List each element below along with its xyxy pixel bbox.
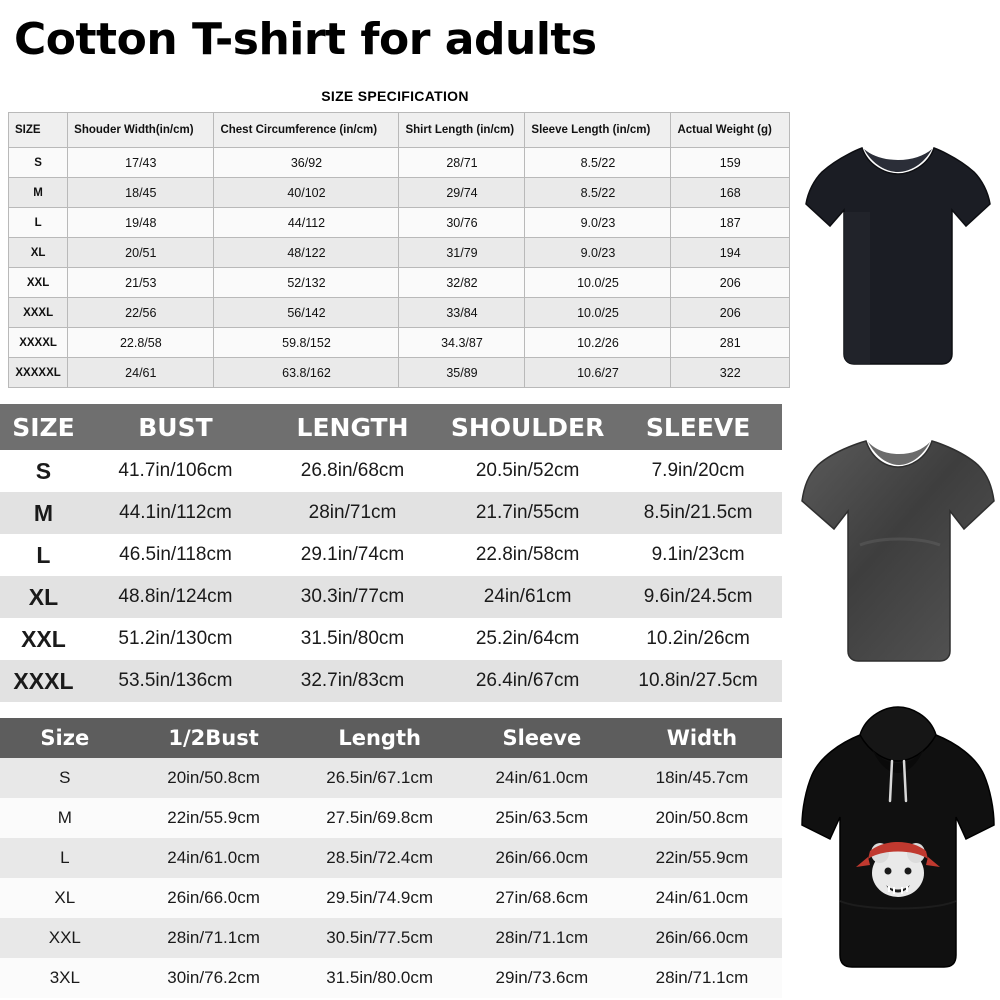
washed-grey-tshirt-photo <box>800 425 996 675</box>
cell-shoulder: 20.5in/52cm <box>475 460 580 481</box>
cell-sleeve: 29in/73.6cm <box>495 968 589 987</box>
cell-length: 30.5in/77.5cm <box>326 928 434 947</box>
col-header-size: Size <box>0 718 130 758</box>
cell-size: S <box>59 768 71 787</box>
table-row <box>9 298 790 328</box>
cell-weight: 168 <box>671 178 790 208</box>
cell-sleeve: 26in/66.0cm <box>495 848 589 867</box>
black-hoodie-photo <box>800 705 996 985</box>
table-row <box>9 358 790 388</box>
col-header-sleeve: SLEEVE <box>614 404 782 450</box>
table-row <box>0 492 782 534</box>
col-header-size: SIZE <box>9 113 68 148</box>
cell-weight: 159 <box>671 148 790 178</box>
table-row <box>0 878 782 918</box>
cell-sleeve: 10.0/25 <box>525 268 671 298</box>
cell-shoulder: 21.7in/55cm <box>475 502 580 523</box>
cell-sleeve: 10.2in/26cm <box>646 628 750 649</box>
col-header-shoulder-width: Shouder Width(in/cm) <box>68 113 214 148</box>
cell-length: 28/71 <box>399 148 525 178</box>
col-header-actual-weight: Actual Weight (g) <box>671 113 790 148</box>
cell-shoulder: 24/61 <box>68 358 214 388</box>
table-row <box>0 838 782 878</box>
black-tshirt-photo <box>800 130 996 380</box>
cell-size: M <box>33 499 54 526</box>
cell-bust: 51.2in/130cm <box>118 628 233 649</box>
cell-shoulder: 22.8in/58cm <box>475 544 580 565</box>
cell-size: L <box>9 208 68 238</box>
cell-chest: 52/132 <box>214 268 399 298</box>
table-row <box>0 534 782 576</box>
cell-chest: 40/102 <box>214 178 399 208</box>
cell-bust: 44.1in/112cm <box>119 502 232 523</box>
cell-shoulder: 22/56 <box>68 298 214 328</box>
cell-sleeve: 10.2/26 <box>525 328 671 358</box>
cell-length: 27.5in/69.8cm <box>326 808 434 827</box>
cell-shoulder: 17/43 <box>68 148 214 178</box>
cell-sleeve: 25in/63.5cm <box>495 808 589 827</box>
table-row <box>9 328 790 358</box>
cell-bust: 53.5in/136cm <box>118 670 233 691</box>
cell-sleeve: 9.0/23 <box>525 208 671 238</box>
col-header-sleeve: Sleeve <box>462 718 622 758</box>
cell-shoulder: 20/51 <box>68 238 214 268</box>
table-row <box>0 918 782 958</box>
cell-size: M <box>57 808 72 827</box>
cell-length: 33/84 <box>399 298 525 328</box>
cell-size: XL <box>28 583 59 610</box>
table-row <box>0 798 782 838</box>
cell-chest: 63.8/162 <box>214 358 399 388</box>
cell-shoulder: 19/48 <box>68 208 214 238</box>
cell-length: 30.3in/77cm <box>300 586 405 607</box>
cell-sleeve: 28in/71.1cm <box>495 928 589 947</box>
cell-length: 31/79 <box>399 238 525 268</box>
cell-sleeve: 10.0/25 <box>525 298 671 328</box>
cell-length: 26.8in/68cm <box>300 460 405 481</box>
cell-width: 18in/45.7cm <box>655 768 749 787</box>
table-body <box>0 758 782 998</box>
cell-width: 28in/71.1cm <box>655 968 749 987</box>
col-header-bust: BUST <box>87 404 264 450</box>
cell-length: 32/82 <box>399 268 525 298</box>
cell-length: 32.7in/83cm <box>300 670 405 691</box>
cell-shoulder: 24in/61cm <box>483 586 572 607</box>
cell-length: 28in/71cm <box>308 502 397 523</box>
hoodie-size-table <box>0 718 782 998</box>
cell-half-bust: 22in/55.9cm <box>167 808 260 827</box>
cell-width: 24in/61.0cm <box>655 888 749 907</box>
table-row <box>9 238 790 268</box>
table-row <box>0 576 782 618</box>
cell-length: 35/89 <box>399 358 525 388</box>
cell-sleeve: 9.0/23 <box>525 238 671 268</box>
cell-size: S <box>9 148 68 178</box>
cell-sleeve: 9.6in/24.5cm <box>643 586 753 607</box>
cell-size: XXXL <box>13 667 74 694</box>
cell-sleeve: 7.9in/20cm <box>651 460 745 481</box>
table-row <box>0 660 782 702</box>
cell-length: 29/74 <box>399 178 525 208</box>
cell-shoulder: 22.8/58 <box>68 328 214 358</box>
cell-shoulder: 18/45 <box>68 178 214 208</box>
cell-weight: 206 <box>671 298 790 328</box>
cell-size: XL <box>9 238 68 268</box>
cell-length: 31.5in/80.0cm <box>326 968 434 987</box>
page-title: Cotton T-shirt for adults <box>14 14 597 65</box>
cell-length: 28.5in/72.4cm <box>326 848 434 867</box>
size-specification-table <box>8 112 790 388</box>
cell-length: 34.3/87 <box>399 328 525 358</box>
table-body <box>0 450 782 702</box>
col-header-length: Length <box>297 718 461 758</box>
cell-sleeve: 10.8in/27.5cm <box>638 670 758 691</box>
table-row <box>9 208 790 238</box>
cell-size: S <box>35 457 52 484</box>
table-row <box>0 450 782 492</box>
col-header-shirt-length: Shirt Length (in/cm) <box>399 113 525 148</box>
cell-sleeve: 10.6/27 <box>525 358 671 388</box>
cell-length: 29.5in/74.9cm <box>326 888 434 907</box>
table-body <box>9 148 790 388</box>
table-row <box>0 618 782 660</box>
table-row <box>9 268 790 298</box>
table-header-row <box>9 113 790 148</box>
cell-weight: 322 <box>671 358 790 388</box>
col-header-chest-circumference: Chest Circumference (in/cm) <box>214 113 399 148</box>
cell-chest: 48/122 <box>214 238 399 268</box>
cell-sleeve: 8.5in/21.5cm <box>643 502 753 523</box>
table-header-row <box>0 718 782 758</box>
cell-sleeve: 8.5/22 <box>525 148 671 178</box>
cell-bust: 46.5in/118cm <box>119 544 232 565</box>
cell-bust: 41.7in/106cm <box>118 460 233 481</box>
cell-size: XXL <box>48 928 81 947</box>
cell-length: 26.5in/67.1cm <box>326 768 434 787</box>
col-header-size: SIZE <box>0 404 87 450</box>
cell-bust: 48.8in/124cm <box>118 586 233 607</box>
cell-sleeve: 24in/61.0cm <box>495 768 589 787</box>
cell-half-bust: 28in/71.1cm <box>167 928 260 947</box>
col-header-shoulder: SHOULDER <box>441 404 614 450</box>
table-header-row <box>0 404 782 450</box>
table-row <box>9 148 790 178</box>
cell-sleeve: 9.1in/23cm <box>651 544 745 565</box>
cell-width: 20in/50.8cm <box>655 808 749 827</box>
cell-size: L <box>60 848 70 867</box>
cell-weight: 281 <box>671 328 790 358</box>
cell-weight: 194 <box>671 238 790 268</box>
cell-size: XL <box>54 888 76 907</box>
bust-length-shoulder-sleeve-table <box>0 404 782 702</box>
cell-sleeve: 27in/68.6cm <box>495 888 589 907</box>
cell-size: XXL <box>9 268 68 298</box>
cell-sleeve: 8.5/22 <box>525 178 671 208</box>
cell-width: 26in/66.0cm <box>655 928 749 947</box>
cell-shoulder: 21/53 <box>68 268 214 298</box>
cell-shoulder: 25.2in/64cm <box>475 628 580 649</box>
cell-half-bust: 26in/66.0cm <box>167 888 260 907</box>
cell-size: 3XL <box>49 968 80 987</box>
cell-size: L <box>36 541 51 568</box>
cell-weight: 187 <box>671 208 790 238</box>
col-header-sleeve-length: Sleeve Length (in/cm) <box>525 113 671 148</box>
cell-chest: 36/92 <box>214 148 399 178</box>
cell-half-bust: 20in/50.8cm <box>167 768 260 787</box>
table-row <box>0 958 782 998</box>
cell-width: 22in/55.9cm <box>655 848 749 867</box>
cell-length: 29.1in/74cm <box>300 544 405 565</box>
table-row <box>9 178 790 208</box>
cell-size: XXXL <box>9 298 68 328</box>
size-specification-caption: SIZE SPECIFICATION <box>321 88 469 104</box>
cell-length: 30/76 <box>399 208 525 238</box>
table-row <box>0 758 782 798</box>
cell-chest: 59.8/152 <box>214 328 399 358</box>
cell-half-bust: 24in/61.0cm <box>167 848 260 867</box>
cell-chest: 56/142 <box>214 298 399 328</box>
cell-half-bust: 30in/76.2cm <box>167 968 260 987</box>
col-header-length: LENGTH <box>264 404 441 450</box>
cell-chest: 44/112 <box>214 208 399 238</box>
cell-size: XXXXXL <box>9 358 68 388</box>
cell-weight: 206 <box>671 268 790 298</box>
col-header-width: Width <box>622 718 782 758</box>
cell-size: XXL <box>21 625 66 652</box>
col-header-half-bust: 1/2Bust <box>130 718 298 758</box>
cell-size: M <box>9 178 68 208</box>
cell-length: 31.5in/80cm <box>300 628 405 649</box>
cell-size: XXXXL <box>9 328 68 358</box>
cell-shoulder: 26.4in/67cm <box>475 670 580 691</box>
